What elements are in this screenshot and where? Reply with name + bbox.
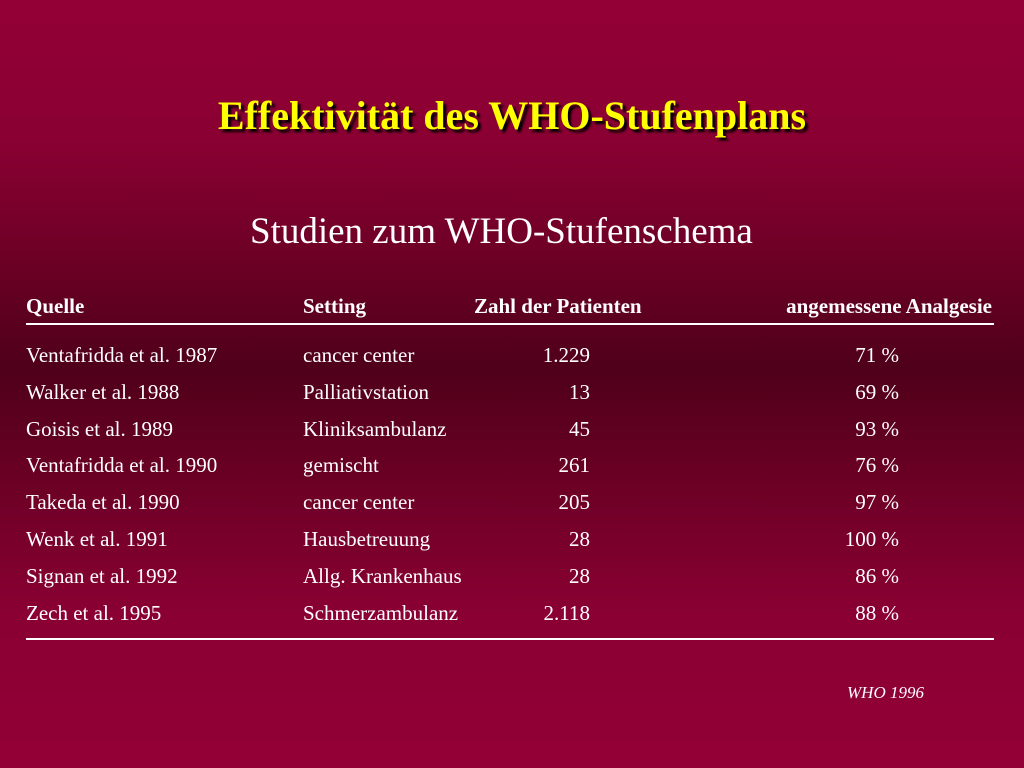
cell-zahl: 261 [558, 453, 590, 478]
table-row [0, 561, 1024, 598]
cell-zahl: 28 [569, 526, 590, 551]
cell-setting: Schmerzambulanz [303, 600, 459, 625]
header-quelle: Quelle [26, 294, 85, 318]
slide-title: Effektivität des WHO-Stufenplans [217, 93, 807, 138]
header-zahl-der-patienten: Zahl der Patienten [474, 294, 642, 318]
cell-analgesie: 69 % [855, 379, 899, 404]
cell-analgesie: 97 % [855, 490, 899, 515]
cell-analgesie: 86 % [855, 563, 899, 588]
cell-zahl: 45 [569, 416, 590, 441]
table-row [0, 414, 1024, 451]
cell-quelle: Wenk et al. 1991 [26, 526, 168, 551]
cell-zahl: 2.118 [543, 600, 590, 625]
slide-subtitle: Studien zum WHO-Stufenschema [250, 211, 753, 252]
header-divider [26, 323, 994, 325]
cell-zahl: 1.229 [542, 343, 590, 367]
cell-setting: Allg. Krankenhaus [303, 563, 462, 588]
cell-analgesie: 100 % [844, 526, 899, 551]
table-row [0, 524, 1024, 561]
cell-analgesie: 93 % [855, 416, 899, 441]
cell-setting: gemischt [303, 453, 379, 478]
cell-setting: Kliniksambulanz [303, 416, 447, 441]
cell-analgesie: 76 % [855, 453, 899, 478]
source-citation: WHO 1996 [847, 683, 924, 702]
table-row [0, 450, 1024, 487]
cell-setting: cancer center [303, 490, 415, 515]
cell-setting: Hausbetreuung [303, 526, 431, 551]
cell-quelle: Signan et al. 1992 [26, 563, 178, 588]
table-row [0, 598, 1024, 635]
cell-quelle: Ventafridda et al. 1990 [26, 453, 218, 478]
table-row [0, 340, 1024, 377]
cell-quelle: Zech et al. 1995 [26, 600, 162, 625]
cell-quelle: Goisis et al. 1989 [26, 416, 173, 441]
table-row [0, 377, 1024, 414]
cell-analgesie: 88 % [855, 600, 899, 625]
cell-analgesie: 71 % [855, 343, 899, 367]
header-setting: Setting [303, 294, 366, 318]
cell-quelle: Takeda et al. 1990 [26, 490, 180, 515]
table-bottom-divider [26, 638, 994, 640]
table-row [0, 487, 1024, 524]
cell-setting: cancer center [303, 343, 415, 367]
cell-zahl: 205 [558, 490, 590, 515]
header-angemessene-analgesie: angemessene Analgesie [786, 294, 992, 318]
cell-quelle: Ventafridda et al. 1987 [26, 343, 218, 367]
cell-zahl: 28 [569, 563, 590, 588]
cell-setting: Palliativstation [303, 379, 429, 404]
table-body [0, 340, 1024, 634]
cell-quelle: Walker et al. 1988 [26, 379, 180, 404]
cell-zahl: 13 [569, 379, 590, 404]
